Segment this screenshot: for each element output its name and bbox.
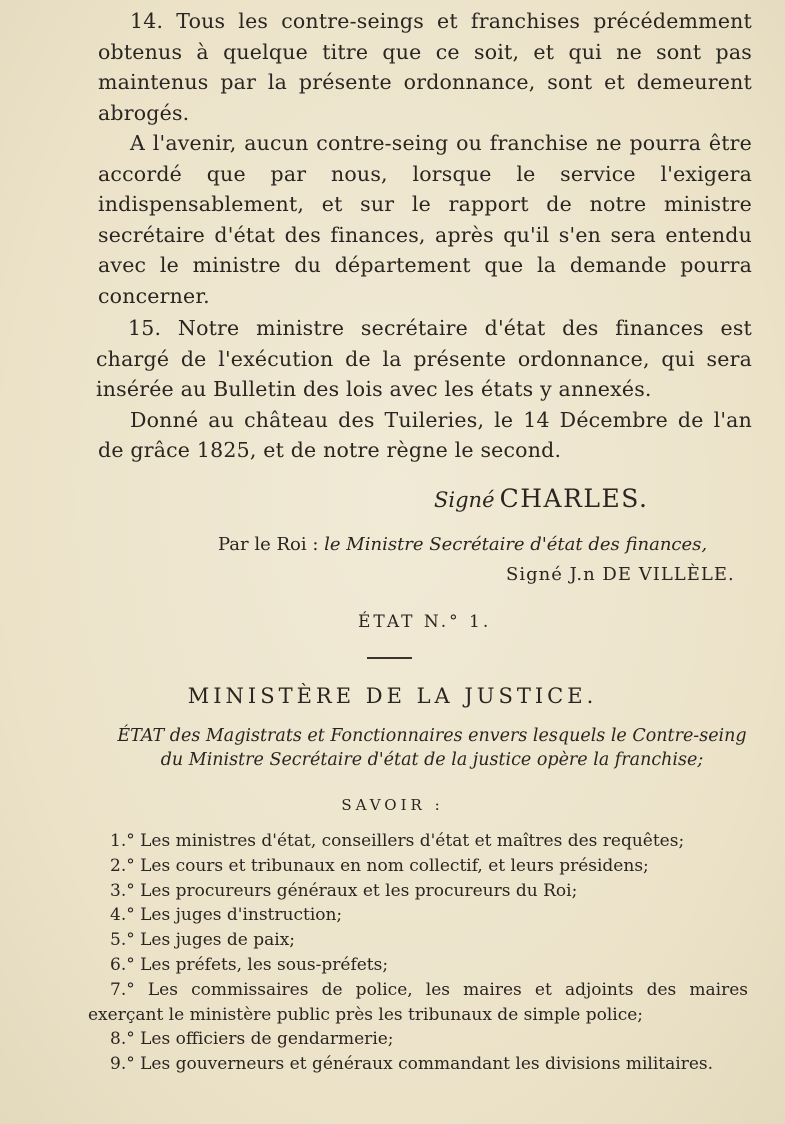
- signe-label: Signé: [434, 488, 495, 512]
- king-signature: CHARLES.: [499, 484, 649, 513]
- list-item: 2.° Les cours et tribunaux en nom collectif, et leurs présidens;: [110, 855, 649, 876]
- minister-title: le Ministre Secrétaire d'état des finances,: [324, 534, 708, 555]
- list-item: 5.° Les juges de paix;: [110, 930, 296, 951]
- etat-number: ÉTAT N.° 1.: [358, 612, 492, 632]
- list-item: 1.° Les ministres d'état, conseillers d'état et maîtres des requêtes;: [110, 831, 685, 851]
- article-14: [98, 6, 752, 311]
- signature-villele: Signé J.n DE VILLÈLE.: [506, 564, 735, 585]
- list-item: 4.° Les juges d'instruction;: [110, 905, 343, 926]
- magistrates-list: [88, 829, 748, 1077]
- list-item: 8.° Les officiers de gendarmerie;: [110, 1029, 394, 1050]
- savoir-label: SAVOIR :: [341, 796, 444, 814]
- article-15-paragraph-2: Donné au château des Tuileries, le 14 Décembre de l'an de grâce 1825, et de notre règne le second.: [98, 407, 752, 462]
- list-item: 7.° Les commissaires de police, les maires et adjoints des maires exerçant le ministère public près les tribunaux de simple police;: [88, 979, 748, 1025]
- list-item: 6.° Les préfets, les sous-préfets;: [110, 954, 389, 975]
- signature-king: [434, 484, 648, 513]
- etat-title: ÉTAT des Magistrats et Fonctionnaires envers lesquels le Contre-seing du Ministre Secrétaire d'état de la justice opère la franchise;: [117, 726, 747, 770]
- separator-rule: [367, 657, 412, 659]
- article-14-paragraph-1: 14. Tous les contre-seings et franchises précédemment obtenus à quelque titre que ce soit, et qui ne sont pas maintenus par la présente ordonnance, sont et demeurent abrogés.: [98, 9, 752, 125]
- article-15: [98, 313, 752, 466]
- article-14-paragraph-2: A l'avenir, aucun contre-seing ou franchise ne pourra être accordé que par nous, lorsque le service l'exigera indispensablement, et sur le rapport de notre ministre secrétaire d'état des finances, après qu'il s'en sera entendu avec le ministre du département que la demande pourra concerner.: [98, 131, 752, 308]
- list-item: 9.° Les gouverneurs et généraux commandant les divisions militaires.: [110, 1054, 714, 1075]
- ministere-heading: MINISTÈRE DE LA JUSTICE.: [187, 684, 598, 708]
- list-item: 3.° Les procureurs généraux et les procureurs du Roi;: [110, 880, 578, 901]
- par-le-roi-line: [218, 534, 707, 555]
- article-15-paragraph-1: 15. Notre ministre secrétaire d'état des finances est chargé de l'exécution de la présente ordonnance, qui sera insérée au Bulletin des lois avec les états y annexés.: [96, 316, 752, 401]
- par-le-roi: Par le Roi :: [218, 534, 319, 555]
